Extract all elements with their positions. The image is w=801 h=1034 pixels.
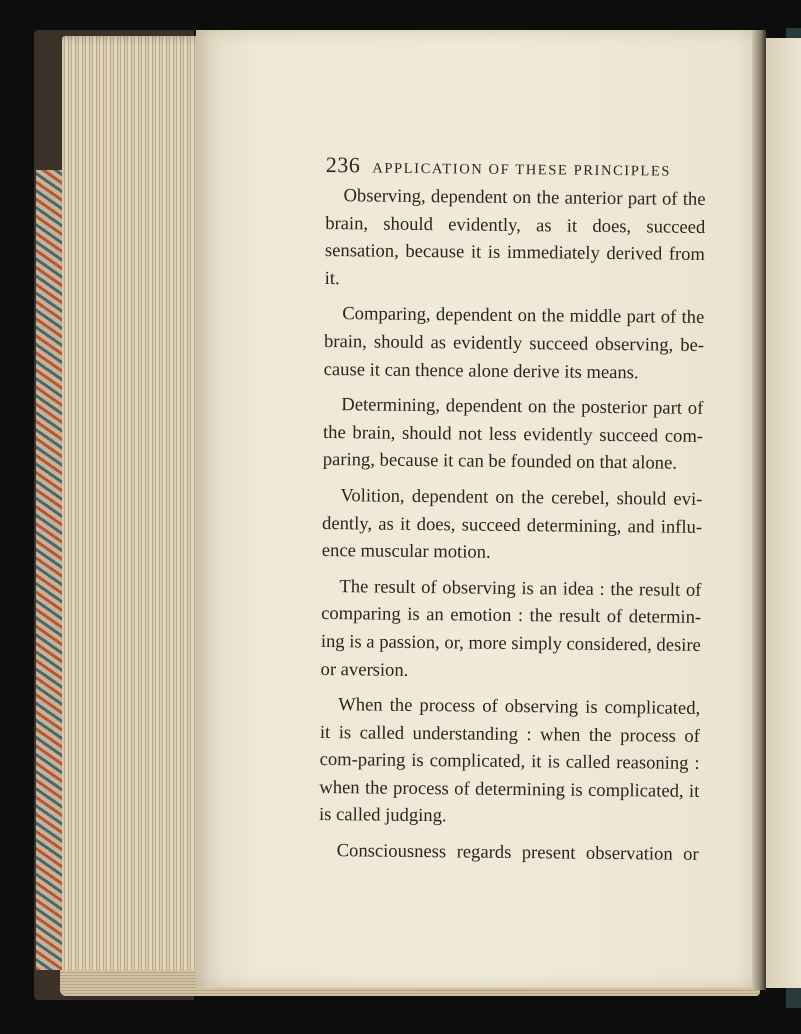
paragraph-process: When the process of observing is complicated, it is called understanding : when the process of com-paring is complicated, it is called reasoning : when the process of determining is complicated, it is called judging. [318, 694, 701, 827]
running-head [326, 152, 706, 182]
paragraph-volition: Volition, dependent on the cerebel, should evi-dently, as it does, succeed determining, and influ-ence muscular motion. [321, 485, 703, 563]
running-head-title: APPLICATION OF THESE PRINCIPLES [372, 160, 672, 180]
page-number: 236 [325, 152, 361, 178]
paragraph-consciousness: Consciousness regards present observation or [336, 840, 699, 866]
paragraph-results: The result of observing is an idea : the result of comparing is an emotion : the result of determin-ing is a passion, or, more simply considered, desire or aversion. [320, 575, 702, 681]
paragraph-observing: Observing, dependent on the anterior part of the brain, should evidently, as it does, succeed sensation, because it is immediately derived from it. [324, 185, 706, 289]
paragraph-comparing: Comparing, dependent on the middle part of the brain, should as evidently succeed observing, be-cause it can thence alone derive its means. [323, 303, 705, 383]
facing-page-edge [764, 38, 801, 988]
page-text-block [318, 152, 706, 877]
paragraph-determining: Determining, dependent on the posterior part of the brain, should not less evidently succeed com-paring, because it can be founded on that alone. [322, 394, 704, 475]
page-edges-stack [62, 36, 212, 988]
book-gutter [752, 30, 766, 990]
